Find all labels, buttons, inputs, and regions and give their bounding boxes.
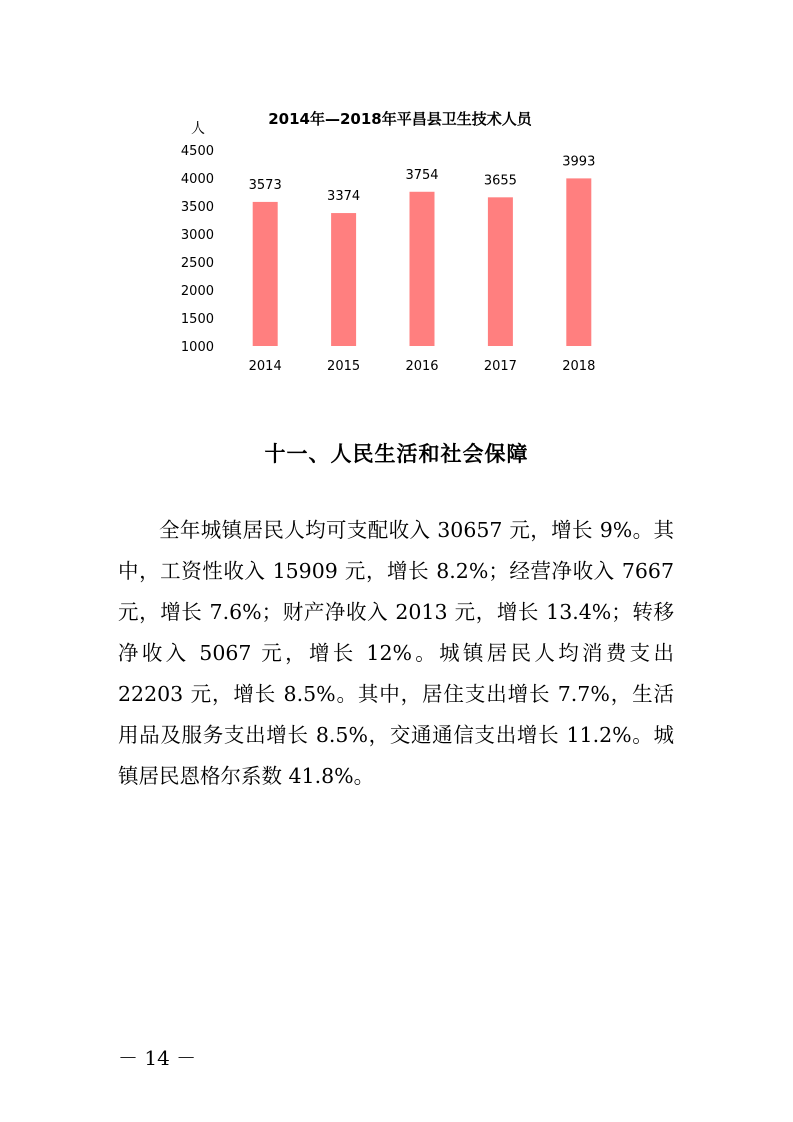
section-title: 十一、人民生活和社会保障 [264,442,529,466]
chart-title: 2014年—2018年平昌县卫生技术人员 [268,110,532,128]
x-axis-ticks [249,359,596,374]
x-tick-label-2016: 2016 [405,359,439,374]
y-tick-label: 3000 [180,228,214,243]
bar-2016 [410,192,435,346]
bar-2017 [488,197,513,346]
x-tick-label-2015: 2015 [327,359,361,374]
data-label-2018: 3993 [562,154,596,170]
bar-chart [160,100,640,385]
page-number: － 14 － [118,1046,197,1070]
x-tick-label-2014: 2014 [248,359,282,374]
y-tick-label: 2500 [180,256,214,271]
y-axis-label: 人 [191,121,205,137]
data-label-2015: 3374 [327,189,361,205]
bars [253,178,592,346]
x-tick-label-2017: 2017 [483,359,517,374]
y-tick-label: 1000 [180,340,214,355]
data-label-2014: 3573 [248,177,282,193]
bar-2014 [253,202,278,346]
y-tick-label: 4000 [180,172,214,187]
data-label-2017: 3655 [483,173,517,189]
y-tick-label: 3500 [180,200,214,215]
x-tick-label-2018: 2018 [562,359,596,374]
data-label-2016: 3754 [405,167,439,183]
y-tick-label: 2000 [180,284,214,299]
y-tick-label: 4500 [180,144,214,159]
paragraph: 全年城镇居民人均可支配收入 30657 元，增长 9%。其中，工资性收入 15909 元，增长 8.2%；经营净收入 7667 元，增长 7.6%；财产净收入 2013 元，增长 13.4%；转移净收入 5067 元，增长 12%。城镇居民人均消费支出 22203 元，增长 8.5%。其中，居住支出增长 7.7%，生活用品及服务支出增长 8.5%，交通通信支出增长 11.2%。城镇居民恩格尔系数 41.8%。 [118,518,674,788]
y-tick-label: 1500 [180,312,214,327]
body-text [118,510,674,797]
bar-2015 [331,213,356,346]
bar-2018 [566,178,591,346]
y-axis-ticks [181,144,214,355]
